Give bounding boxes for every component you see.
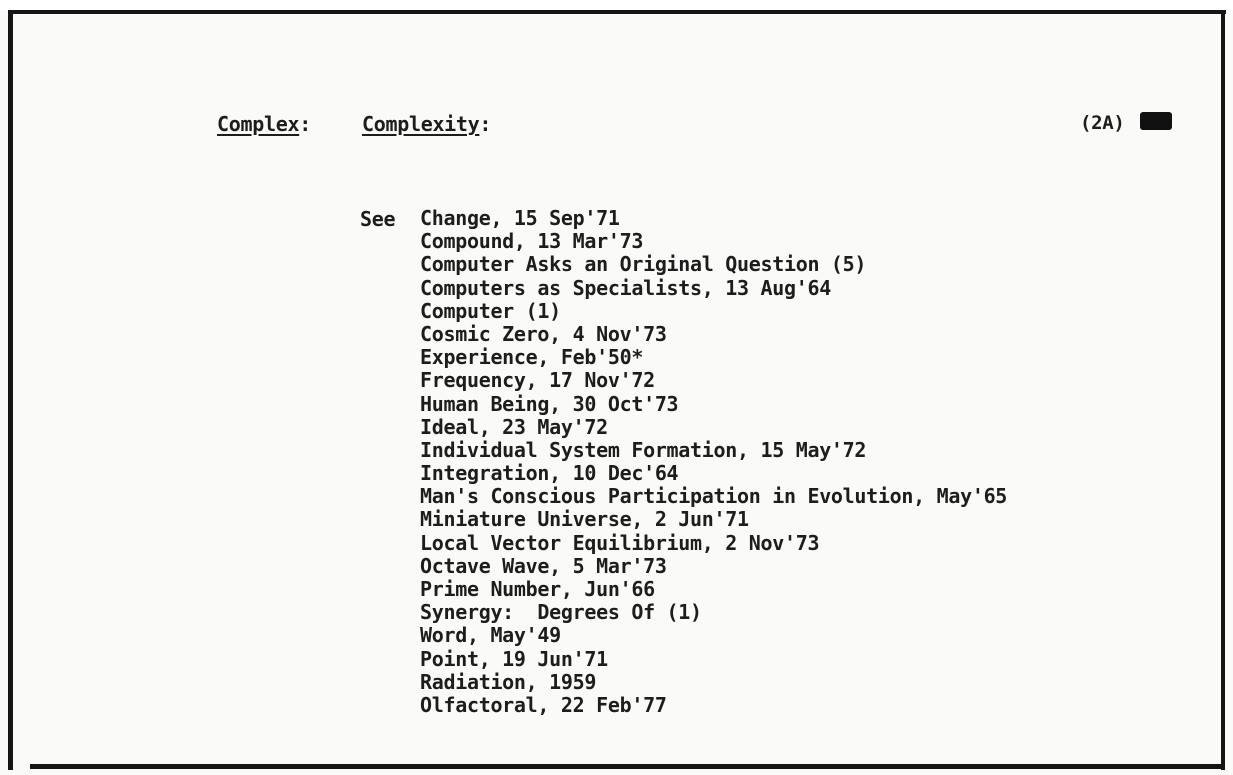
cross-reference-entry: Radiation, 1959 bbox=[420, 669, 597, 694]
cross-reference-entry: Computers as Specialists, 13 Aug'64 bbox=[420, 275, 831, 300]
heading-term-complex-colon: : bbox=[299, 112, 311, 136]
cross-reference-entry: Individual System Formation, 15 May'72 bbox=[420, 437, 867, 462]
cross-reference-entry: Word, May'49 bbox=[420, 623, 561, 648]
cross-reference-entry: Man's Conscious Participation in Evolution, May'65 bbox=[420, 484, 1008, 509]
cross-reference-entry: Computer (1) bbox=[420, 298, 561, 323]
cross-reference-entry: Octave Wave, 5 Mar'73 bbox=[420, 553, 667, 578]
cross-reference-entry: Miniature Universe, 2 Jun'71 bbox=[420, 507, 749, 532]
card-border-right bbox=[1221, 10, 1225, 770]
cross-reference-entry: Computer Asks an Original Question (5) bbox=[420, 252, 867, 277]
cross-reference-entry: Point, 19 Jun'71 bbox=[420, 646, 608, 671]
cross-reference-entry: Experience, Feb'50* bbox=[420, 345, 644, 370]
cross-reference-entry: Change, 15 Sep'71 bbox=[420, 206, 620, 230]
heading-term-complex-text: Complex bbox=[217, 112, 300, 136]
cross-reference-entry: Synergy: Degrees Of (1) bbox=[420, 600, 702, 625]
cross-reference-entry: Integration, 10 Dec'64 bbox=[420, 461, 679, 486]
cross-reference-entry: Ideal, 23 May'72 bbox=[420, 414, 608, 439]
cross-reference-entry: Cosmic Zero, 4 Nov'73 bbox=[420, 321, 667, 346]
heading-term-complexity-colon: : bbox=[479, 112, 492, 136]
cross-reference-entry: Compound, 13 Mar'73 bbox=[420, 229, 644, 254]
heading-term-complexity bbox=[362, 112, 491, 136]
card-border-left bbox=[8, 10, 13, 770]
see-label: See bbox=[360, 207, 396, 231]
card-code: (2A) bbox=[1080, 112, 1125, 134]
ink-blot-mark bbox=[1140, 112, 1172, 130]
cross-reference-entry: Prime Number, Jun'66 bbox=[420, 577, 655, 601]
cross-reference-entry: Local Vector Equilibrium, 2 Nov'73 bbox=[420, 530, 820, 555]
cross-reference-list bbox=[420, 207, 1007, 717]
cross-reference-entry: Frequency, 17 Nov'72 bbox=[420, 368, 655, 393]
cross-reference-entry: Human Being, 30 Oct'73 bbox=[420, 391, 679, 416]
card-border-bottom bbox=[30, 764, 1225, 769]
heading-term-complex bbox=[217, 112, 311, 136]
card-border-top bbox=[10, 10, 1226, 14]
card-top-margin bbox=[0, 0, 1233, 10]
heading-term-complexity-text: Complexity bbox=[362, 112, 480, 136]
cross-reference-entry: Olfactoral, 22 Feb'77 bbox=[420, 692, 667, 717]
